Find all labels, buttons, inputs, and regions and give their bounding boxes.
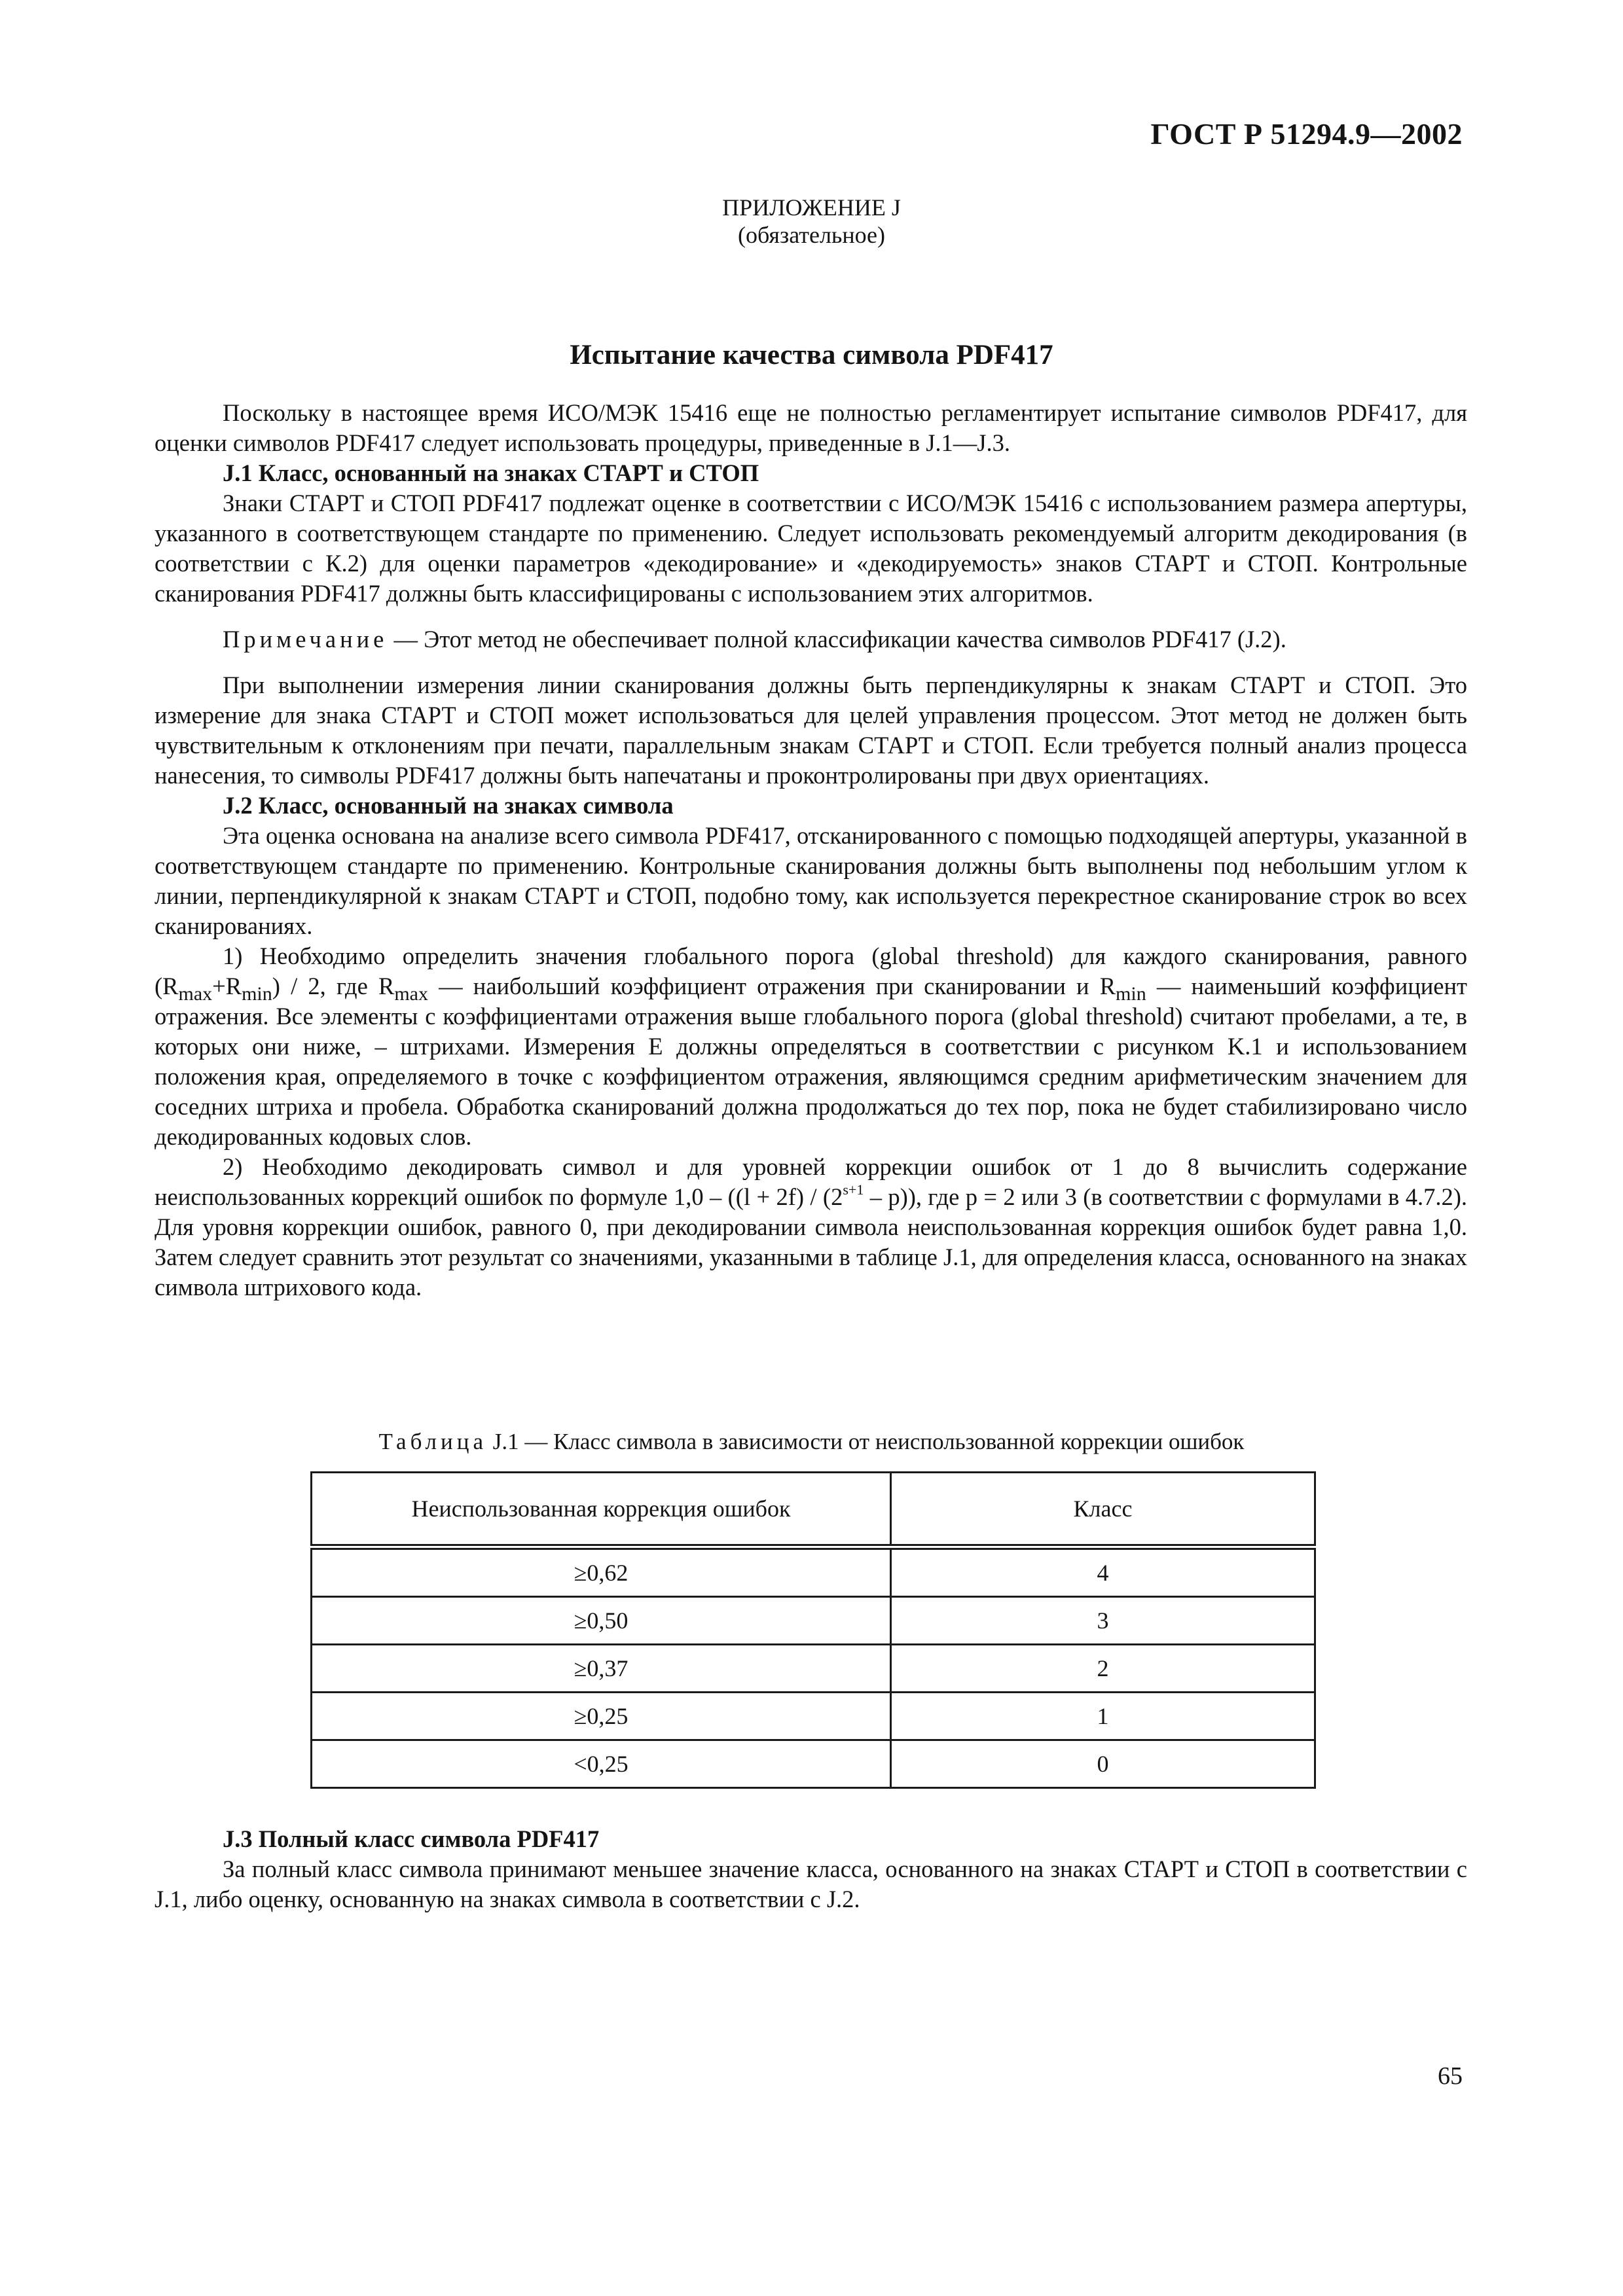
table-cell-threshold: ≥0,62 (312, 1547, 891, 1597)
section-j3-paragraph-1: За полный класс символа принимают меньшее значение класса, основанного на знаках СТАРТ и СТОП в соответствии с J.1, либо оценку, основанную на знаках символа в соответствии с J.2. (155, 1856, 1467, 1912)
superscript-exponent: s+1 (843, 1181, 864, 1198)
table-row (312, 1740, 1315, 1788)
subscript-max: max (394, 983, 428, 1005)
table-row (312, 1645, 1315, 1693)
subscript-max: max (178, 983, 213, 1005)
table-cell-threshold: ≥0,25 (312, 1693, 891, 1740)
section-j1-paragraph-2: При выполнении измерения линии сканирования должны быть перпендикулярны к знакам СТАРТ и СТОП. Это измерение для знака СТАРТ и СТОП может использоваться для целей управления процессом. Этот метод не должен быть чувствительным к отклонениям при печати, параллельным знакам СТАРТ и СТОП. Если требуется полный анализ процесса нанесения, то символы PDF417 должны быть напечатаны и проконтролированы при двух ориентациях. (155, 672, 1467, 789)
item1-text-c: — наибольший коэффициент отражения при сканировании и R (428, 973, 1116, 999)
section-j2-item-1 (155, 941, 1467, 1152)
table-cell-grade: 3 (891, 1597, 1315, 1645)
table-caption-label: Таблица (378, 1429, 487, 1454)
body-text (155, 398, 1467, 1302)
subscript-min: min (242, 983, 272, 1005)
table-cell-threshold: ≥0,50 (312, 1597, 891, 1645)
table-row (312, 1547, 1315, 1597)
table-header-grade: Класс (891, 1473, 1315, 1547)
table-cell-grade: 4 (891, 1547, 1315, 1597)
page-title: Испытание качества символа PDF417 (570, 340, 1053, 370)
grade-table (310, 1471, 1316, 1789)
table-caption-text: J.1 — Класс символа в зависимости от неиспользованной коррекции ошибок (487, 1429, 1245, 1454)
table-row (312, 1597, 1315, 1645)
section-j2-paragraph-1: Эта оценка основана на анализе всего символа PDF417, отсканированного с помощью подходящей апертуры, указанной в соответствующем стандарте по применению. Контрольные сканирования должны быть выполнены под небольшим углом к линии, перпендикулярной к знакам СТАРТ и СТОП, подобно тому, как используется перекрестное сканирование строк во всех сканированиях. (155, 822, 1467, 939)
item1-text-a: 1) Необходимо определить значения глобального порога (global threshold) для каждого сканирования, равного (R (155, 942, 1467, 999)
item1-text-b: ) / 2, где R (272, 973, 395, 999)
section-j3 (155, 1824, 1467, 1914)
section-j1-heading: J.1 Класс, основанный на знаках СТАРТ и СТОП (223, 459, 759, 486)
table-cell-grade: 1 (891, 1693, 1315, 1740)
table-cell-threshold: <0,25 (312, 1740, 891, 1788)
note-label: Примечание (223, 626, 388, 653)
table-header-row (312, 1473, 1315, 1547)
table-cell-threshold: ≥0,37 (312, 1645, 891, 1693)
section-j2-item-2 (155, 1152, 1467, 1302)
note-paragraph (155, 624, 1467, 655)
intro-paragraph: Поскольку в настоящее время ИСО/МЭК 15416 еще не полностью регламентирует испытание символов PDF417, для оценки символов PDF417 следует использовать процедуры, приведенные в J.1—J.3. (155, 399, 1467, 456)
standard-code: ГОСТ Р 51294.9—2002 (1150, 117, 1463, 151)
note-text: — Этот метод не обеспечивает полной классификации качества символов PDF417 (J.2). (388, 626, 1286, 653)
section-j3-heading: J.3 Полный класс символа PDF417 (223, 1825, 600, 1852)
page-number: 65 (1438, 2062, 1463, 2090)
table-cell-grade: 0 (891, 1740, 1315, 1788)
section-j1-paragraph-1: Знаки СТАРТ и СТОП PDF417 подлежат оценке в соответствии с ИСО/МЭК 15416 с использованием размера апертуры, указанного в соответствующем стандарте по применению. Следует использовать рекомендуемый алгоритм декодирования (в соответствии с К.2) для оценки параметров «декодирование» и «декодируемость» знаков СТАРТ и СТОП. Контрольные сканирования PDF417 должны быть классифицированы с использованием этих алгоритмов. (155, 490, 1467, 607)
table-caption (0, 1429, 1623, 1455)
item2-text-a: 2) Необходимо декодировать символ и для уровней коррекции ошибок от 1 до 8 вычислить содержание неиспользованных коррекций ошибок по формуле 1,0 – ((l + 2f) / (2 (155, 1153, 1467, 1210)
appendix-status: (обязательное) (738, 222, 885, 248)
table-cell-grade: 2 (891, 1645, 1315, 1693)
item1-text-d: — наименьший коэффициент отражения. Все элементы с коэффициентами отражения выше глобального порога (global threshold) считают пробелами, а те, в которых они ниже, – штрихами. Измерения E должны определяться в соответствии с рисунком K.1 и использованием положения края, определяемого в точке с коэффициентом отражения, являющимся средним арифметическим значением для соседних штриха и пробела. Обработка сканирований должна продолжаться до тех пор, пока не будет стабилизировано число декодированных кодовых слов. (155, 973, 1467, 1150)
appendix-label: ПРИЛОЖЕНИЕ J (722, 194, 901, 221)
table-row (312, 1693, 1315, 1740)
subscript-min: min (1116, 983, 1146, 1005)
item2-text-b: – p)), где p = 2 или 3 (в соответствии с формулами в 4.7.2). Для уровня коррекции ошибок, равного 0, при декодировании символа неиспользованная коррекция ошибок будет равна 1,0. Затем следует сравнить этот результат со значениями, указанными в таблице J.1, для определения класса, основанного на знаках символа штрихового кода. (155, 1183, 1467, 1300)
table-header-threshold: Неиспользованная коррекция ошибок (312, 1473, 891, 1547)
item1-plus: +R (212, 973, 242, 999)
section-j2-heading: J.2 Класс, основанный на знаках символа (223, 792, 674, 819)
